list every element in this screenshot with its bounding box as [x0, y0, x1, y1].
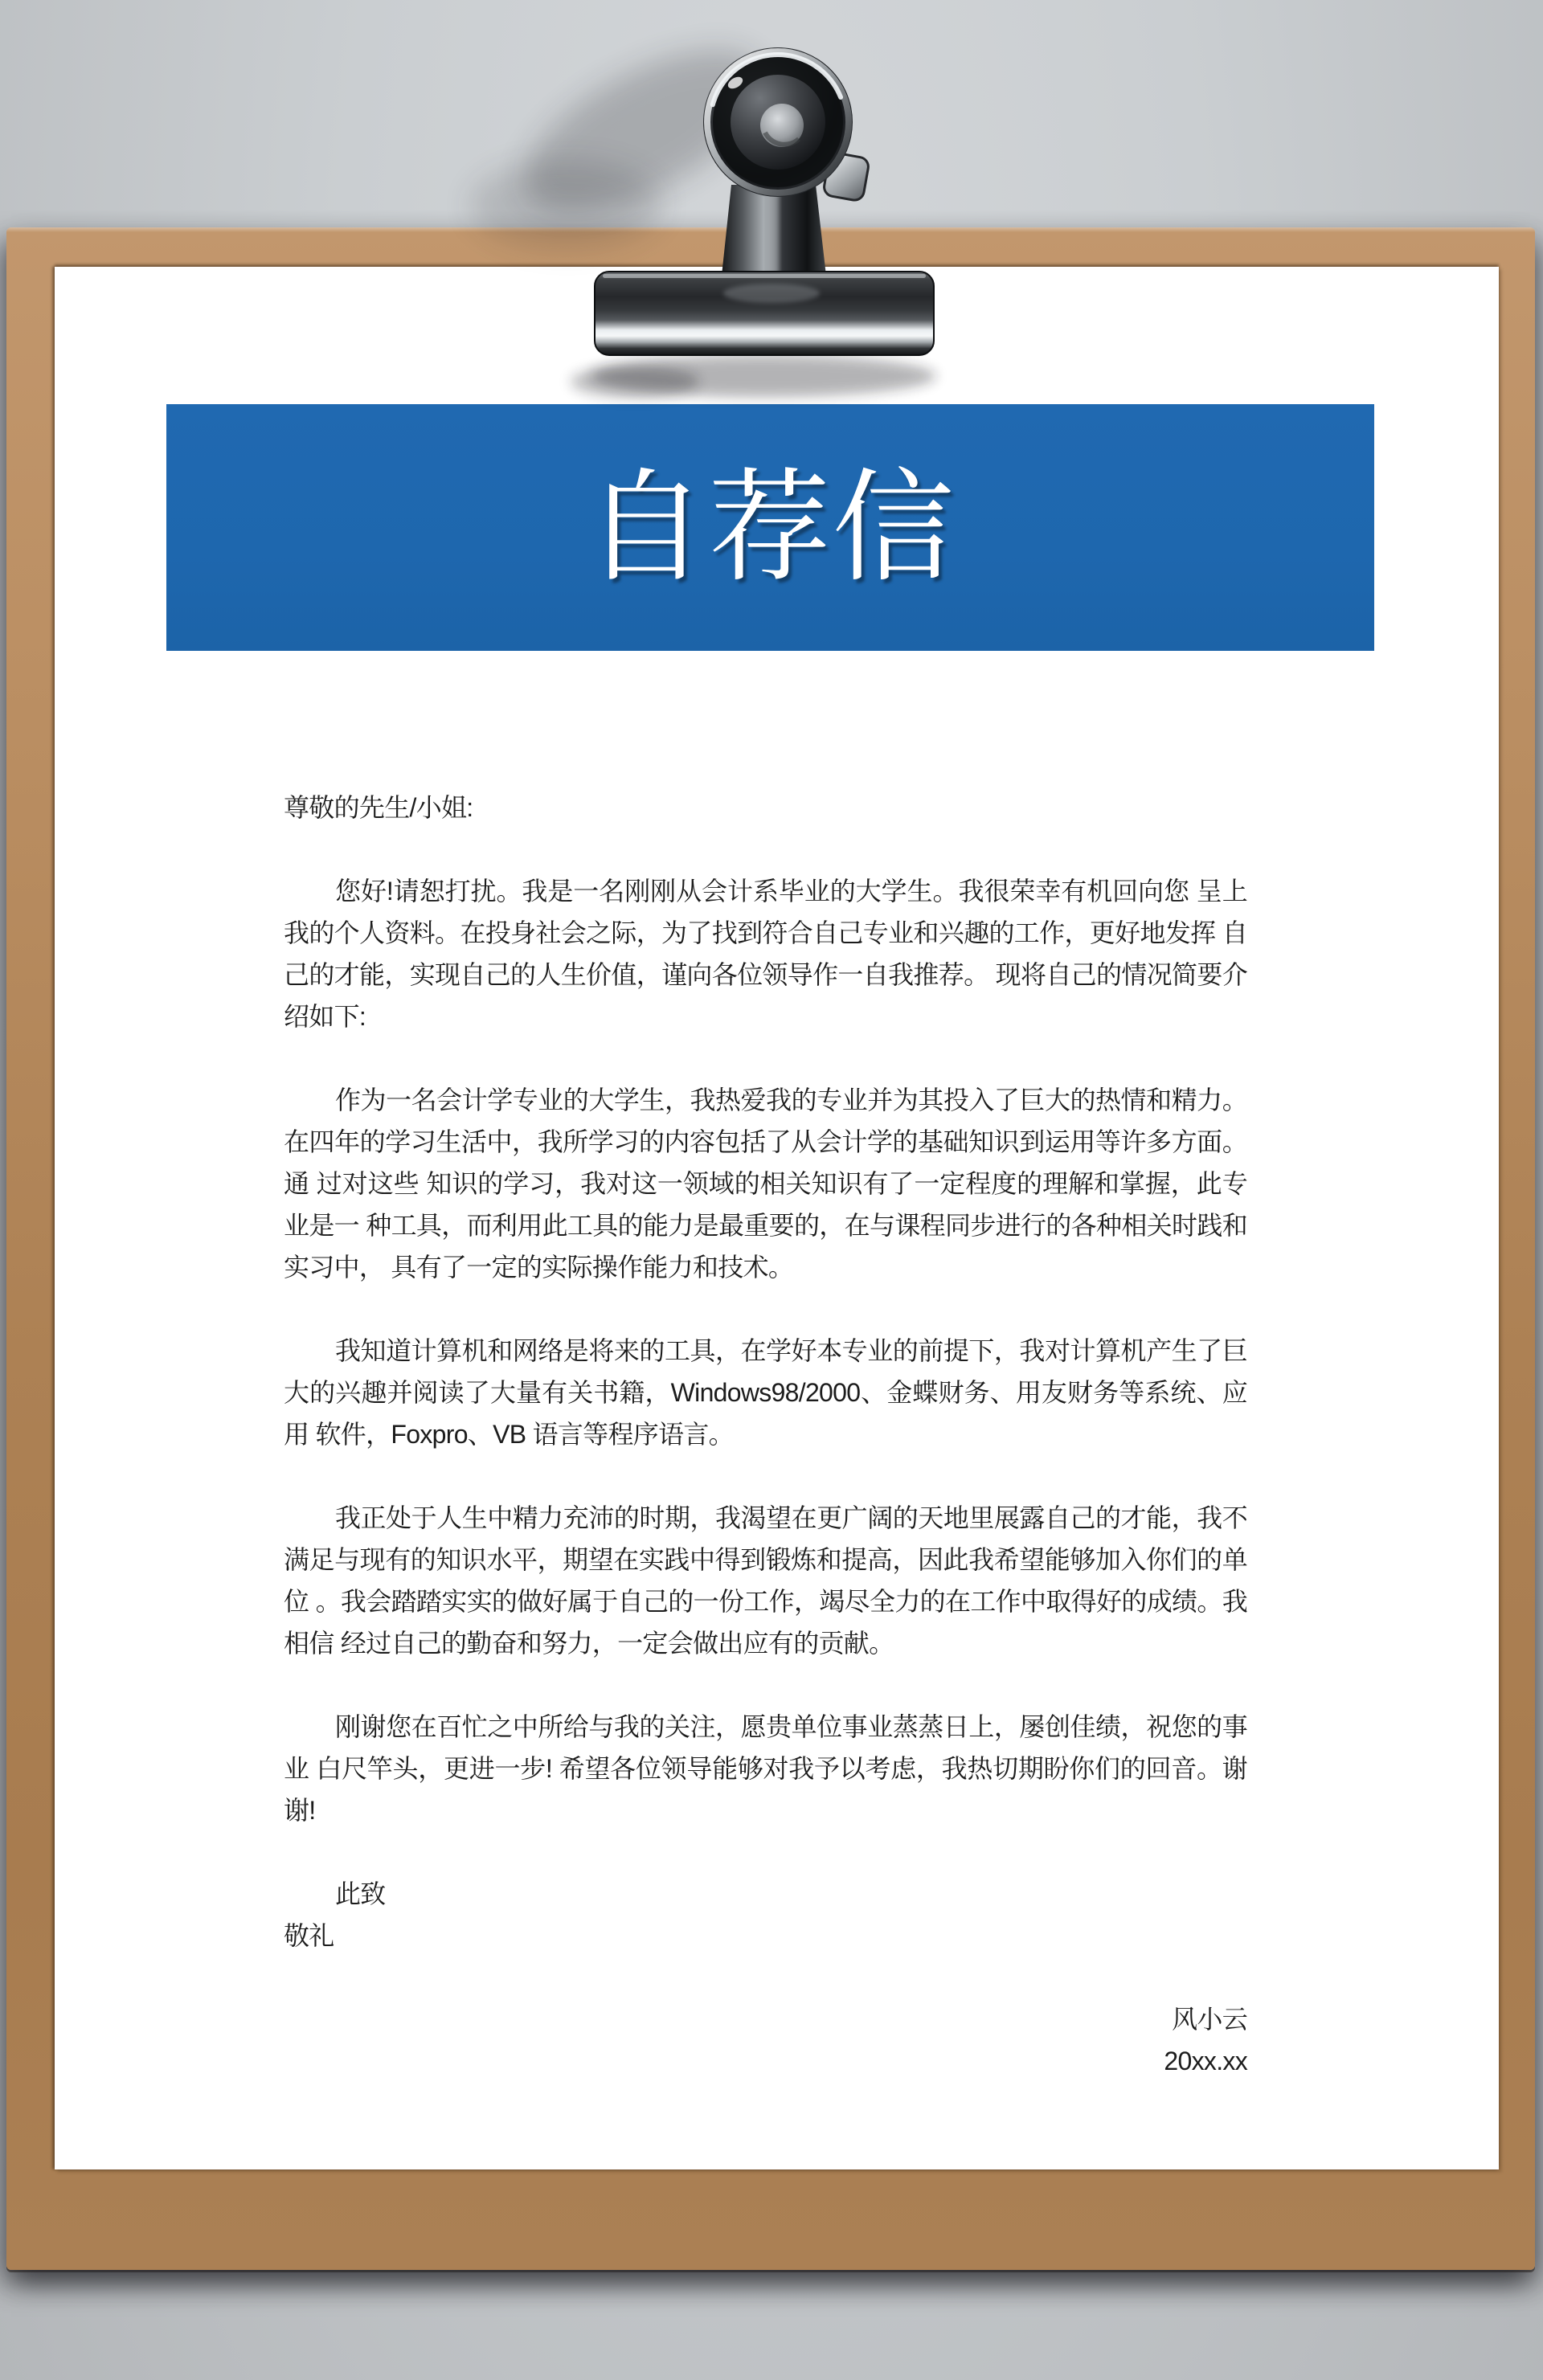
letter-paper: [55, 267, 1499, 2169]
signature-date: 20xx.xx: [1164, 2047, 1247, 2075]
signature-block: [284, 1998, 1247, 2082]
letter-paragraph: 我正处于人生中精力充沛的时期，我渴望在更广阔的天地里展露自己的才能，我不 满足与现有的知识水平，期望在实践中得到锻炼和提高，因此我希望能够加入你们的单位 。我会踏踏实实的做好属于自己的一份工作，竭尽全力的在工作中取得好的成绩。我相信 经过自己的勤奋和努力，一定会做出应有的贡献。: [284, 1503, 1247, 1658]
letter-paragraph: 我知道计算机和网络是将来的工具，在学好本专业的前提下，我对计算机产生了巨 大的兴趣并阅读了大量有关书籍，Windows98/2000、金蝶财务、用友财务等系统、应用 软件，Foxpro、VB 语言等程序语言。: [284, 1336, 1247, 1449]
letter-paragraph: 刚谢您在百忙之中所给与我的关注，愿贵单位事业蒸蒸日上，屡创佳绩，祝您的事业 白尺竿头，更进一步! 希望各位领导能够对我予以考虑，我热切期盼你们的回音。谢谢!: [284, 1712, 1247, 1825]
page-title: 自荐信: [584, 459, 956, 596]
binder-clip-icon: [571, 4, 972, 422]
letter-closing-jingli: 敬礼: [284, 1921, 334, 1950]
letter-paragraph: 您好!请恕打扰。我是一名刚刚从会计系毕业的大学生。我很荣幸有机回向您 呈上我的个人资料。在投身社会之际，为了找到符合自己专业和兴趣的工作，更好地发挥 自己的才能，实现自己的人生价值，谨向各位领导作一自我推荐。 现将自己的情况简要介绍如下:: [284, 877, 1247, 1031]
title-banner: [166, 404, 1374, 651]
letter-closing-cizhi: 此致: [335, 1879, 386, 1908]
signature-name: 风小云: [1172, 2005, 1247, 2034]
letter-body: [284, 787, 1247, 2082]
letter-salutation: 尊敬的先生/小姐:: [284, 793, 473, 822]
letter-paragraph: 作为一名会计学专业的大学生，我热爱我的专业并为其投入了巨大的热情和精力。 在四年的学习生活中，我所学习的内容包括了从会计学的基础知识到运用等许多方面。通 过对这些 知识的学习，我对这一领域的相关知识有了一定程度的理解和掌握，此专业是一 种工具，而利用此工具的能力是最重要的，在与课程同步进行的各种相关时践和实习中， 具有了一定的实际操作能力和技术。: [284, 1086, 1247, 1282]
